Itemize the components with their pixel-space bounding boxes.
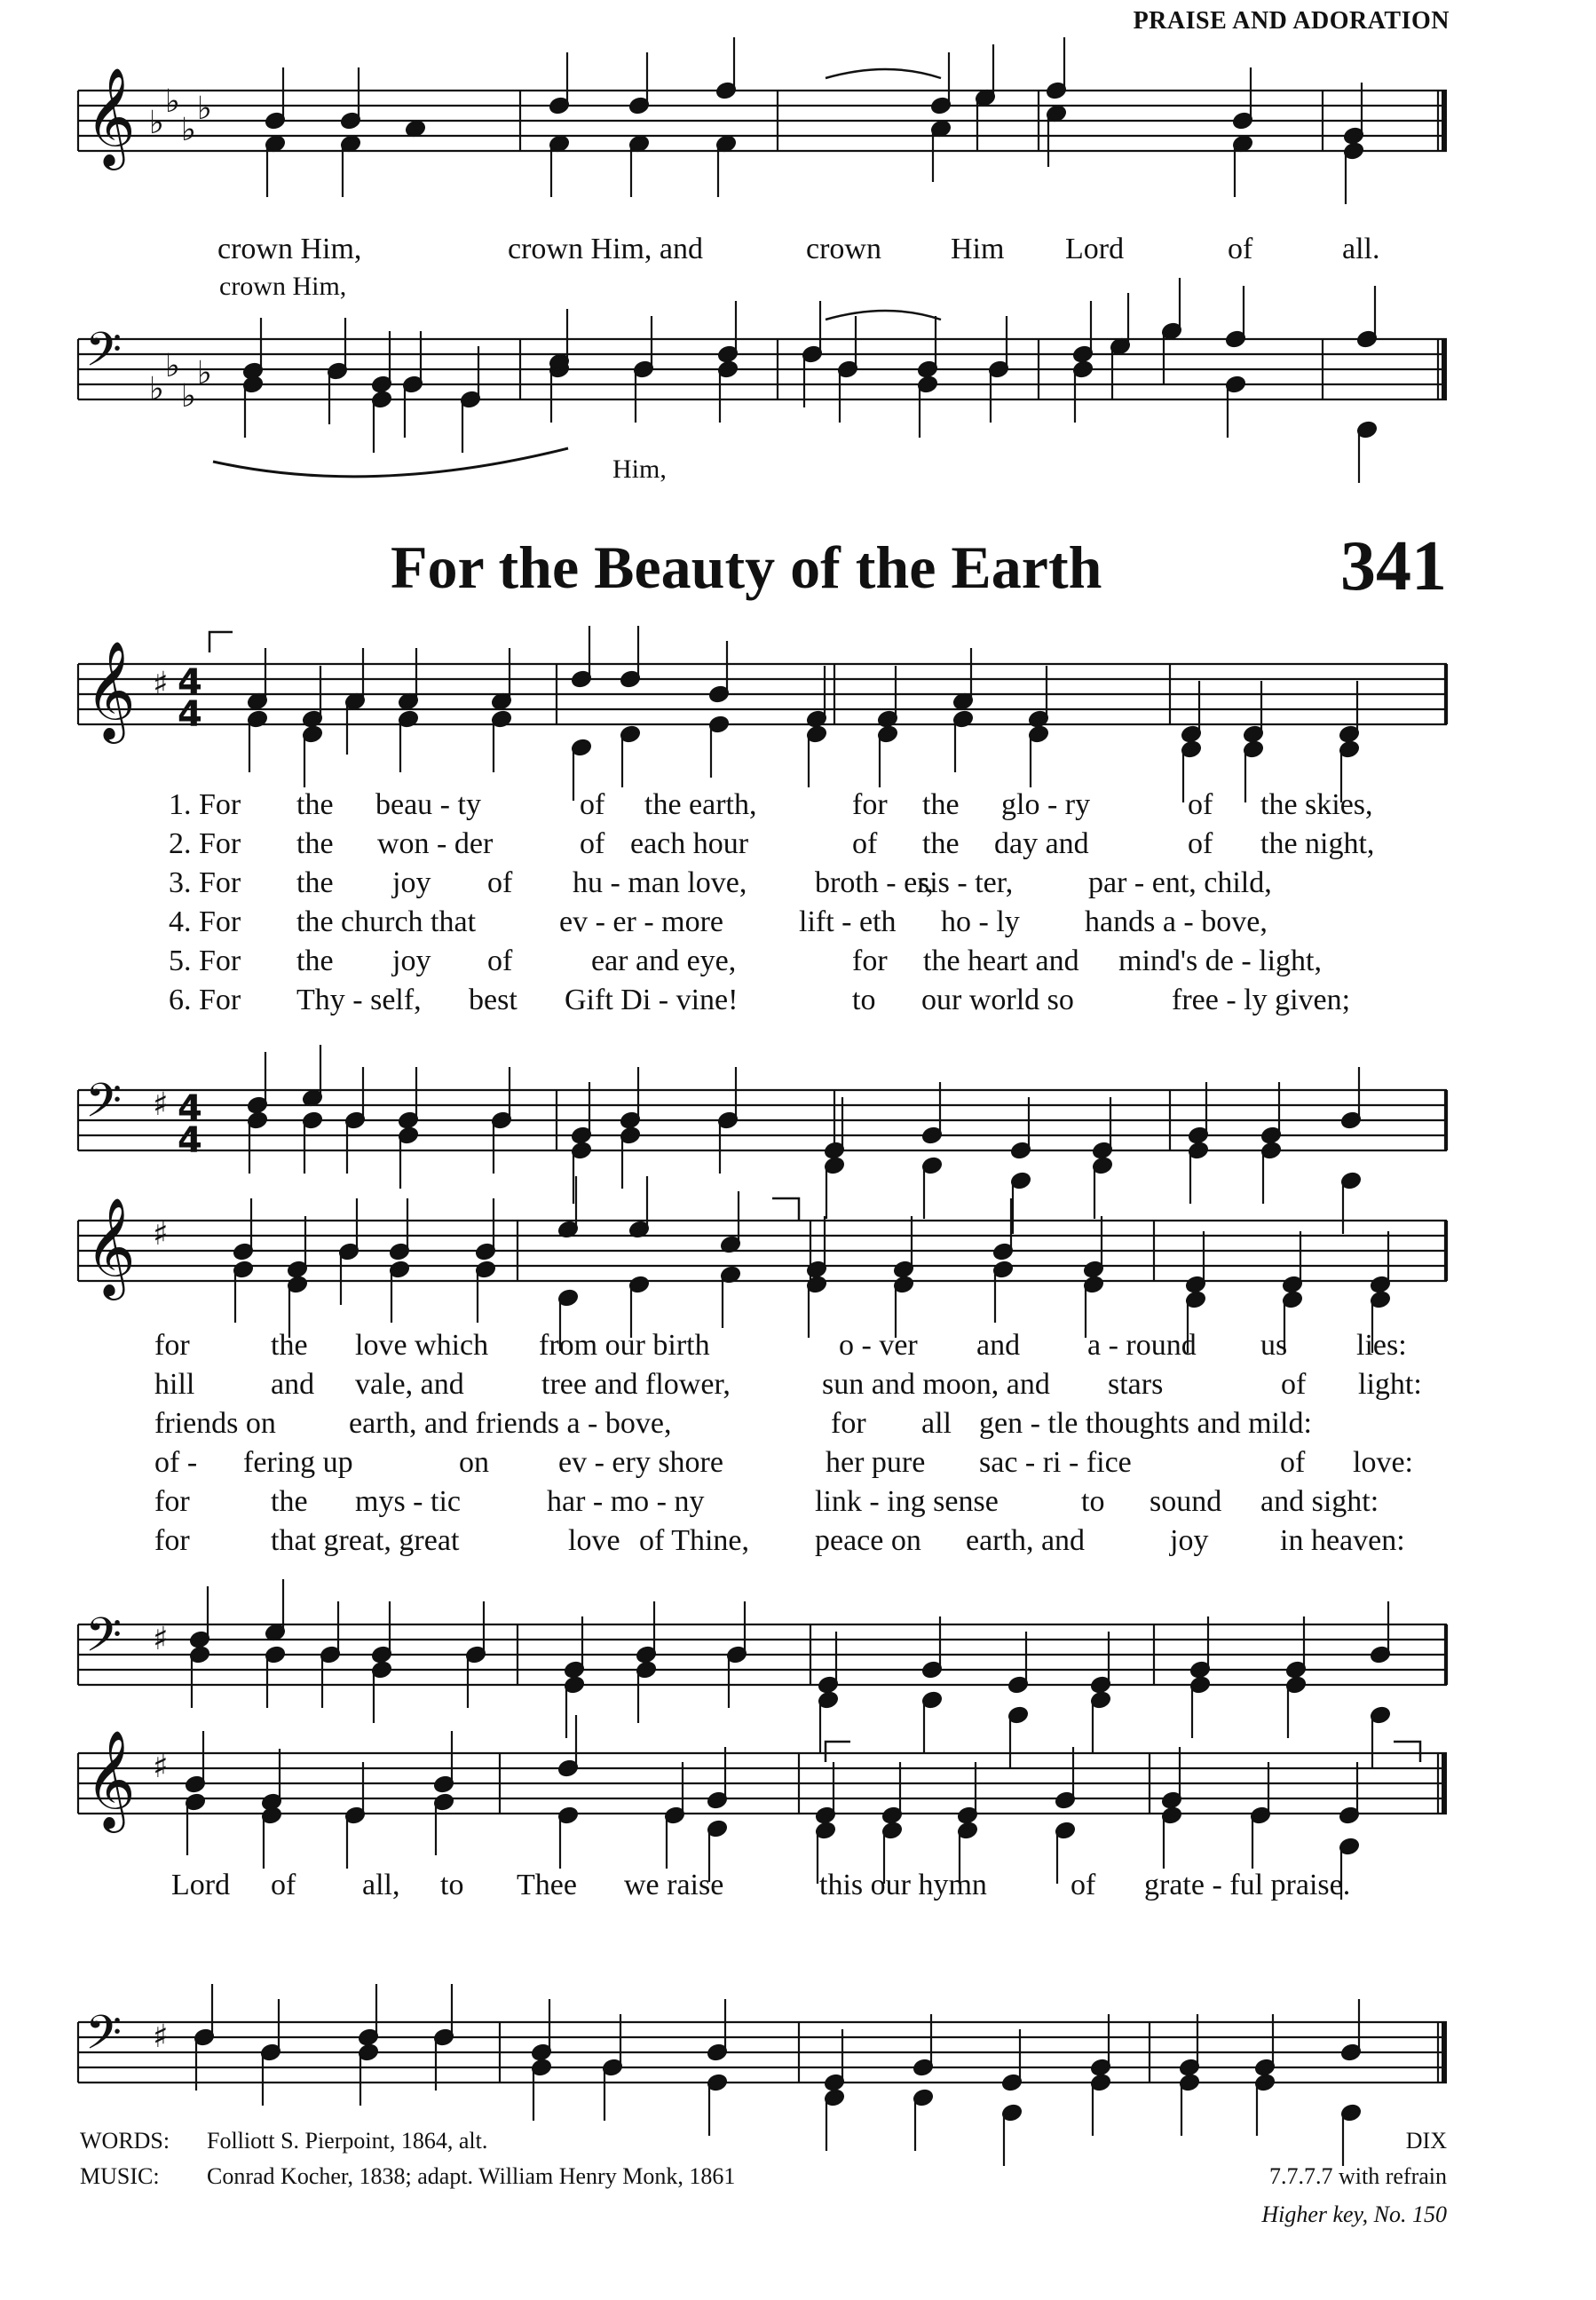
lyric-syllable: the church that: [296, 905, 477, 938]
lyric-syllable: 4. For: [169, 905, 241, 938]
lyric-syllable: crown: [806, 233, 881, 265]
lyric-syllable: for: [154, 1524, 190, 1557]
lyric-syllable: mind's de - light,: [1118, 945, 1323, 977]
lyric-syllable: of -: [154, 1446, 198, 1479]
lyric-syllable: 2. For: [169, 827, 241, 860]
signature-glyph: 4: [178, 694, 202, 735]
lyric-syllable: in heaven:: [1280, 1524, 1405, 1557]
signature-glyph: 4: [178, 1120, 202, 1161]
lyric-syllable: Him: [951, 233, 1005, 265]
lyric-syllable: fering up: [243, 1446, 353, 1479]
lyric-syllable: to: [852, 984, 876, 1016]
signature-glyph: 4: [178, 662, 202, 703]
lyric-syllable: for: [154, 1485, 190, 1518]
lyric-syllable: and sight:: [1260, 1485, 1379, 1518]
lyric-syllable: lies:: [1356, 1329, 1407, 1362]
slur: [826, 69, 941, 78]
lyric-syllable: that great, great: [271, 1524, 460, 1557]
signature-glyph: ♭: [165, 348, 180, 384]
hymn-title: For the Beauty of the Earth: [391, 534, 1102, 601]
lyric-alt: crown Him,: [219, 272, 347, 301]
lyric-syllable: of Thine,: [639, 1524, 750, 1557]
lyric-syllable: for: [831, 1407, 866, 1440]
lyric-syllable: the heart and: [923, 945, 1079, 977]
lyric-syllable: hill: [154, 1368, 195, 1401]
lyric-syllable: the: [271, 1485, 308, 1518]
lyric-syllable: hu - man love,: [573, 866, 747, 899]
lyric-syllable: 5. For: [169, 945, 241, 977]
lyric-syllable: stars: [1108, 1368, 1164, 1401]
lyric-syllable: the: [922, 788, 960, 821]
section-header: PRAISE AND ADORATION: [1133, 7, 1450, 35]
lyric-syllable: love:: [1353, 1446, 1413, 1479]
lyric-syllable: par - ent, child,: [1088, 866, 1272, 899]
lyric-syllable: ear and eye,: [591, 945, 737, 977]
words-label: WORDS:: [80, 2128, 170, 2154]
lyric-alt: Him,: [612, 454, 667, 484]
lyric-syllable: 3. For: [169, 866, 241, 899]
lyric-syllable: friends on: [154, 1407, 276, 1440]
lyric-syllable: lift - eth: [799, 905, 897, 938]
lyric-syllable: crown Him, and: [508, 233, 704, 265]
lyric-syllable: o - ver: [839, 1329, 918, 1362]
bass-clef-icon: 𝄢: [85, 323, 122, 389]
lyric-syllable: best: [469, 984, 518, 1016]
lyric-syllable: har - mo - ny: [547, 1485, 705, 1518]
lyric-syllable: Lord: [171, 1869, 231, 1901]
signature-glyph: ♭: [181, 378, 196, 415]
bracket: [772, 1198, 799, 1221]
lyric-syllable: of: [487, 866, 513, 899]
lyric-syllable: for: [852, 788, 888, 821]
slur: [213, 448, 568, 477]
lyric-syllable: tree and flower,: [541, 1368, 731, 1401]
lyric-syllable: Gift Di - vine!: [565, 984, 739, 1016]
music-label: MUSIC:: [80, 2163, 160, 2189]
lyric-syllable: grate - ful praise.: [1144, 1869, 1351, 1901]
signature-glyph: ♯: [153, 1621, 169, 1657]
slur: [826, 311, 941, 320]
lyric-syllable: and: [271, 1368, 315, 1401]
lyric-syllable: joy: [1170, 1524, 1209, 1557]
signature-glyph: ♭: [197, 91, 212, 127]
lyric-syllable: joy: [392, 945, 431, 977]
lyric-syllable: of: [487, 945, 513, 977]
lyric-syllable: of: [1071, 1869, 1096, 1901]
lyric-syllable: for: [154, 1329, 190, 1362]
music-credit: Conrad Kocher, 1838; adapt. William Henry Monk, 1861: [207, 2163, 736, 2189]
alt-key-note: Higher key, No. 150: [1261, 2201, 1447, 2227]
treble-clef-icon: 𝄞: [85, 67, 136, 166]
lyric-syllable: vale, and: [355, 1368, 464, 1401]
lyric-syllable: all.: [1342, 233, 1380, 265]
lyric-syllable: and: [976, 1329, 1021, 1362]
lyric-syllable: mys - tic: [355, 1485, 461, 1518]
lyric-syllable: for: [852, 945, 888, 977]
signature-glyph: ♭: [165, 83, 180, 120]
lyric-syllable: each hour: [630, 827, 749, 860]
lyric-syllable: of: [271, 1869, 296, 1901]
lyric-syllable: Lord: [1065, 233, 1125, 265]
signature-glyph: ♭: [149, 371, 164, 407]
treble-clef-icon: 𝄞: [85, 1197, 136, 1296]
signature-glyph: ♭: [181, 112, 196, 148]
lyric-syllable: the: [296, 827, 334, 860]
lyric-syllable: 6. For: [169, 984, 241, 1016]
lyric-syllable: won - der: [377, 827, 494, 860]
lyric-syllable: beau - ty: [375, 788, 481, 821]
lyric-syllable: sun and moon, and: [822, 1368, 1050, 1401]
lyric-syllable: sis - ter,: [918, 866, 1014, 899]
lyric-syllable: to: [1081, 1485, 1105, 1518]
signature-glyph: ♭: [149, 105, 164, 141]
lyric-syllable: the: [296, 788, 334, 821]
lyric-syllable: love: [568, 1524, 620, 1557]
lyric-syllable: the earth,: [644, 788, 757, 821]
lyric-syllable: her pure: [826, 1446, 926, 1479]
lyric-syllable: peace on: [815, 1524, 921, 1557]
signature-glyph: ♯: [153, 1749, 169, 1785]
lyric-syllable: crown Him,: [217, 233, 362, 265]
lyric-syllable: broth - er,: [815, 866, 934, 899]
lyric-syllable: all: [921, 1407, 952, 1440]
lyric-syllable: of: [1228, 233, 1253, 265]
lyric-syllable: light:: [1358, 1368, 1422, 1401]
bracket: [1394, 1742, 1420, 1762]
lyric-syllable: our world so: [921, 984, 1074, 1016]
lyric-syllable: glo - ry: [1001, 788, 1091, 821]
tune-name: DIX: [1405, 2128, 1447, 2154]
hymn-number: 341: [1340, 527, 1447, 605]
lyric-syllable: the: [271, 1329, 308, 1362]
treble-clef-icon: 𝄞: [85, 640, 136, 739]
words-credit: Folliott S. Pierpoint, 1864, alt.: [207, 2128, 488, 2154]
lyric-syllable: a - round: [1087, 1329, 1197, 1362]
lyric-syllable: free - ly given;: [1172, 984, 1351, 1016]
lyric-syllable: of: [580, 788, 605, 821]
lyric-syllable: day and: [994, 827, 1089, 860]
lyric-syllable: of: [1280, 1446, 1306, 1479]
lyric-syllable: this our hymn: [819, 1869, 987, 1901]
lyric-syllable: earth, and friends a - bove,: [349, 1407, 672, 1440]
lyric-syllable: we raise: [624, 1869, 724, 1901]
lyric-syllable: of: [1281, 1368, 1307, 1401]
lyric-syllable: the: [922, 827, 960, 860]
treble-clef-icon: 𝄞: [85, 1729, 136, 1829]
signature-glyph: ♯: [153, 1087, 169, 1123]
lyric-syllable: earth, and: [966, 1524, 1086, 1557]
lyric-syllable: joy: [392, 866, 431, 899]
lyric-syllable: the night,: [1260, 827, 1375, 860]
lyric-syllable: of: [852, 827, 878, 860]
bracket: [826, 1742, 850, 1762]
lyric-syllable: ev - ery shore: [558, 1446, 723, 1479]
lyric-syllable: to: [440, 1869, 464, 1901]
lyric-syllable: of: [1188, 827, 1213, 860]
signature-glyph: ♭: [197, 355, 212, 391]
lyric-syllable: sound: [1150, 1485, 1222, 1518]
lyric-syllable: the: [296, 866, 334, 899]
signature-glyph: 4: [178, 1088, 202, 1129]
lyric-syllable: all,: [362, 1869, 400, 1901]
bass-clef-icon: 𝄢: [85, 1608, 122, 1674]
lyric-syllable: from our birth: [539, 1329, 710, 1362]
lyric-syllable: love which: [355, 1329, 489, 1362]
bass-clef-icon: 𝄢: [85, 1074, 122, 1140]
lyric-syllable: Thee: [517, 1869, 577, 1901]
lyric-syllable: ev - er - more: [559, 905, 724, 938]
bass-clef-icon: 𝄢: [85, 2006, 122, 2072]
lyric-syllable: ho - ly: [941, 905, 1020, 938]
lyric-syllable: gen - tle thoughts and mild:: [979, 1407, 1312, 1440]
lyric-syllable: 1. For: [169, 788, 241, 821]
lyric-syllable: hands a - bove,: [1085, 905, 1268, 938]
lyric-syllable: sac - ri - fice: [979, 1446, 1132, 1479]
lyric-syllable: on: [459, 1446, 489, 1479]
lyric-syllable: of: [1188, 788, 1213, 821]
signature-glyph: ♯: [153, 1216, 169, 1253]
lyric-syllable: link - ing sense: [815, 1485, 999, 1518]
bracket: [209, 632, 233, 652]
lyric-syllable: the: [296, 945, 334, 977]
meter: 7.7.7.7 with refrain: [1268, 2163, 1447, 2189]
lyric-syllable: of: [580, 827, 605, 860]
signature-glyph: ♯: [153, 666, 169, 702]
lyric-syllable: Thy - self,: [296, 984, 422, 1016]
lyric-syllable: us: [1260, 1329, 1288, 1362]
signature-glyph: ♯: [153, 2019, 169, 2055]
lyric-syllable: the skies,: [1260, 788, 1373, 821]
